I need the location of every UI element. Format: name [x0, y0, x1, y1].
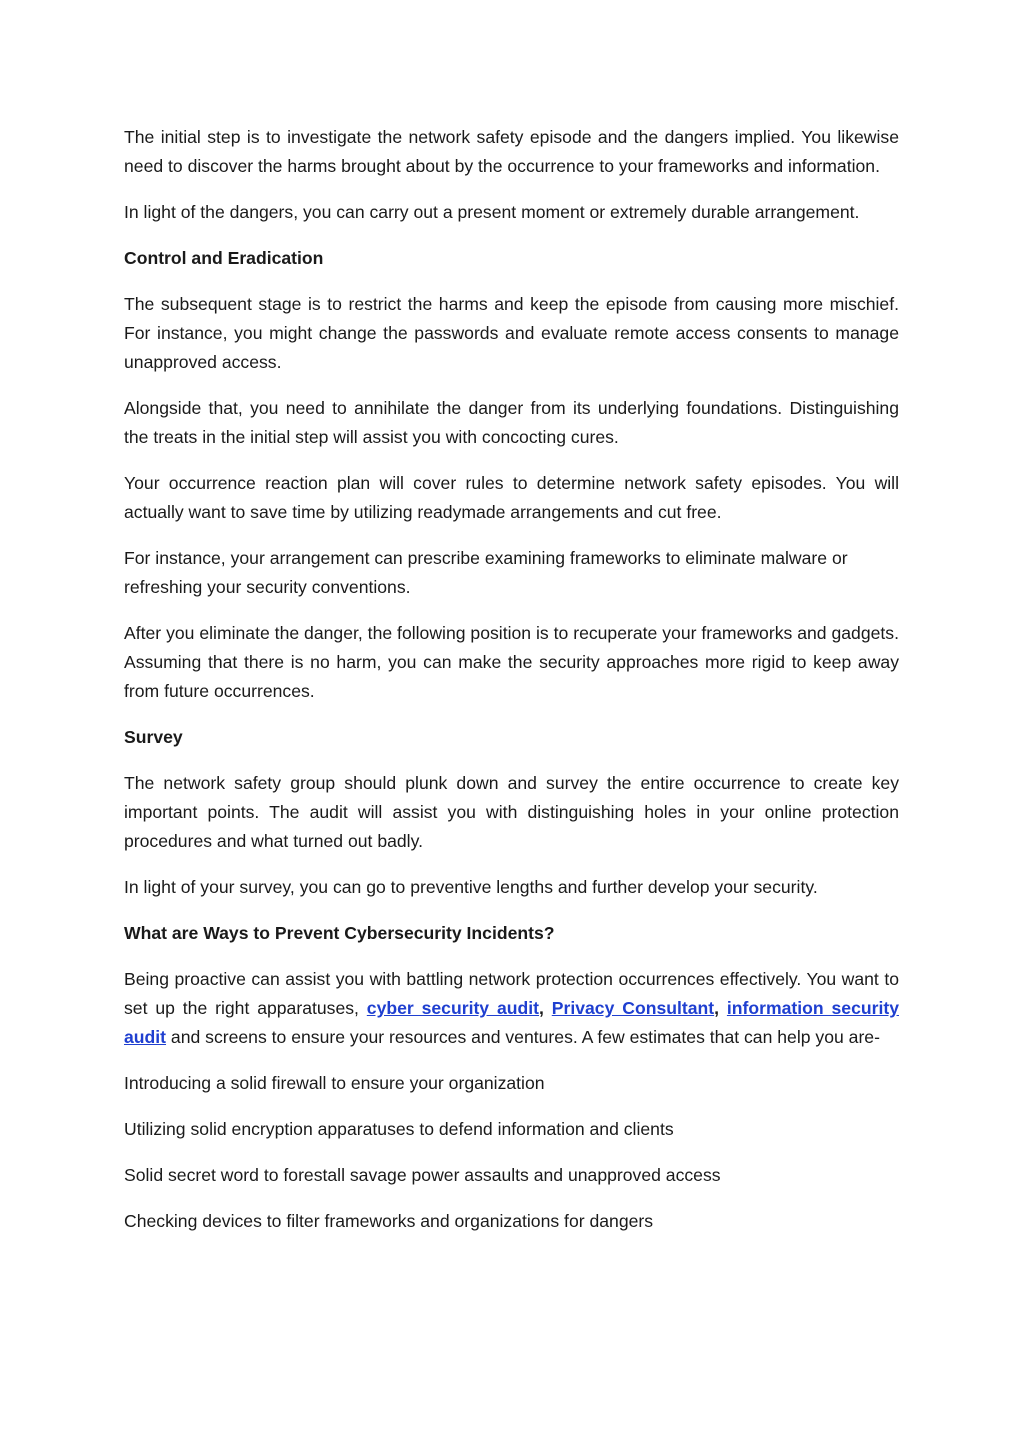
paragraph-proactive: [124, 965, 899, 1052]
heading-prevent-incidents: What are Ways to Prevent Cybersecurity Incidents?: [124, 923, 555, 943]
link-cyber-security-audit[interactable]: cyber security audit: [366, 998, 539, 1018]
paragraph-preventive: In light of your survey, you can go to preventive lengths and further develop your security.: [124, 877, 818, 897]
paragraph-recuperate: After you eliminate the danger, the following position is to recuperate your frameworks and gadgets. Assuming that there is no harm, you can make the security approaches more rigid to keep away from future occurrences.: [124, 623, 899, 701]
list-item-checking-devices: Checking devices to filter frameworks and organizations for dangers: [124, 1211, 654, 1231]
list-item-firewall: Introducing a solid firewall to ensure your organization: [124, 1073, 545, 1093]
paragraph-investigate: The initial step is to investigate the network safety episode and the dangers implied. You likewise need to discover the harms brought about by the occurrence to your frameworks and information.: [124, 127, 899, 176]
paragraph-proactive-end: and screens to ensure your resources and ventures. A few estimates that can help you are-: [166, 1027, 880, 1047]
paragraph-arrangement: In light of the dangers, you can carry out a present moment or extremely durable arrangement.: [124, 202, 860, 222]
paragraph-restrict-harms: The subsequent stage is to restrict the harms and keep the episode from causing more mischief. For instance, you might change the passwords and evaluate remote access consents to manage unapproved access.: [124, 294, 899, 372]
list-item-secret-word: Solid secret word to forestall savage power assaults and unapproved access: [124, 1165, 721, 1185]
paragraph-proactive-start: Being proactive can assist you with battling network protection occurrences effectively. You want to set up the right apparatuses,: [124, 969, 899, 1018]
paragraph-survey-group: The network safety group should plunk down and survey the entire occurrence to create key important points. The audit will assist you with distinguishing holes in your online protection procedures and what turned out badly.: [124, 773, 899, 851]
link-information-security-audit[interactable]: information security audit: [124, 998, 899, 1047]
link-separator: ,: [539, 998, 552, 1018]
document-body: [124, 123, 899, 1253]
link-privacy-consultant[interactable]: Privacy Consultant: [551, 998, 715, 1018]
link-separator: ,: [714, 998, 727, 1018]
paragraph-examining-frameworks: For instance, your arrangement can prescribe examining frameworks to eliminate malware or refreshing your security conventions.: [124, 548, 848, 597]
list-item-encryption: Utilizing solid encryption apparatuses to defend information and clients: [124, 1119, 674, 1139]
heading-survey: Survey: [124, 727, 183, 747]
paragraph-annihilate-danger: Alongside that, you need to annihilate the danger from its underlying foundations. Distinguishing the treats in the initial step will assist you with concocting cures.: [124, 398, 899, 447]
heading-control-eradication: Control and Eradication: [124, 248, 324, 268]
paragraph-reaction-plan: Your occurrence reaction plan will cover rules to determine network safety episodes. You will actually want to save time by utilizing readymade arrangements and cut free.: [124, 473, 899, 522]
